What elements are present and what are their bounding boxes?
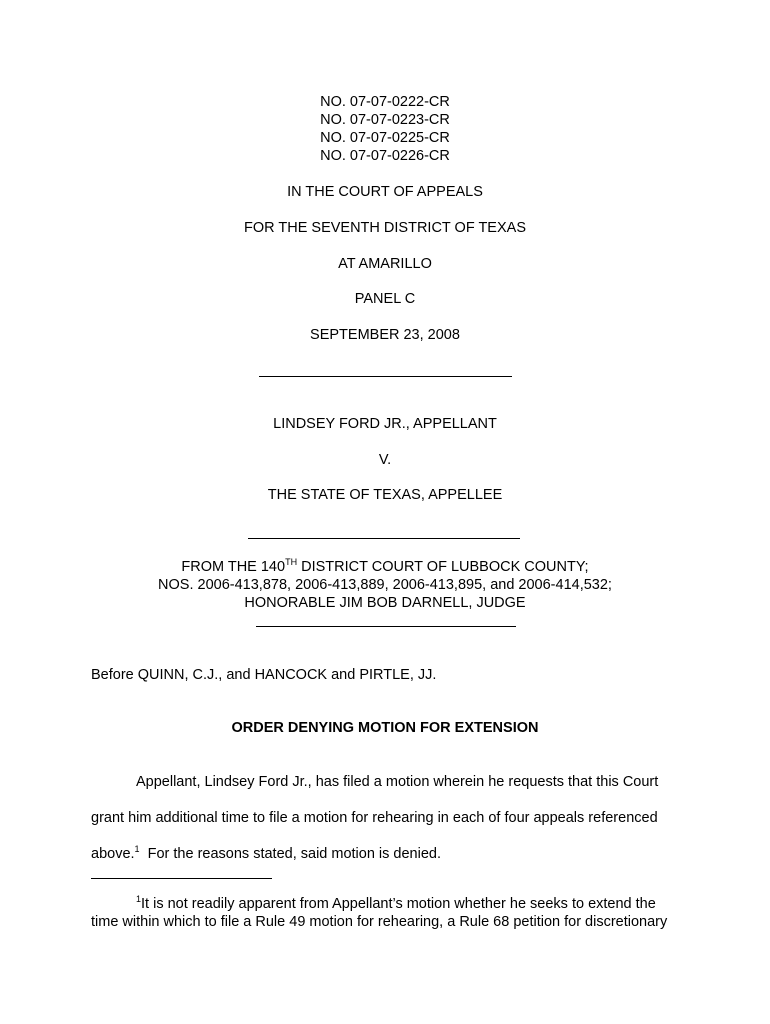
panel-judges: Before QUINN, C.J., and HANCOCK and PIRTLE, JJ.	[91, 667, 437, 683]
footnote-separator	[91, 878, 272, 879]
body-line-3	[91, 845, 691, 863]
body-line-3-prefix: above.	[91, 846, 135, 862]
trial-judge: HONORABLE JIM BOB DARNELL, JUDGE	[244, 595, 526, 611]
footnote-line-1	[136, 895, 736, 913]
appellee-name: THE STATE OF TEXAS, APPELLEE	[267, 487, 503, 503]
case-number-2: NO. 07-07-0223-CR	[320, 112, 450, 128]
appellant-name: LINDSEY FORD JR., APPELLANT	[273, 416, 497, 432]
divider-rule-1	[259, 376, 512, 377]
footnote-marker: 1	[136, 894, 142, 905]
footnote-reference: 1	[134, 844, 140, 855]
origin-court-line	[0, 558, 770, 576]
case-number-3: NO. 07-07-0225-CR	[320, 130, 450, 146]
footnote-text-1: It is not readily apparent from Appellant’s motion whether he seeks to extend the	[141, 896, 656, 912]
order-title: ORDER DENYING MOTION FOR EXTENSION	[231, 720, 539, 736]
court-name: IN THE COURT OF APPEALS	[287, 184, 483, 200]
origin-court-suffix: DISTRICT COURT OF LUBBOCK COUNTY;	[297, 559, 589, 575]
divider-rule-2	[248, 538, 520, 539]
decision-date: SEPTEMBER 23, 2008	[310, 327, 460, 343]
footnote-line-2: time within which to file a Rule 49 motion for rehearing, a Rule 68 petition for discretionary	[91, 914, 668, 930]
origin-court-prefix: FROM THE 140	[181, 559, 286, 575]
body-line-1: Appellant, Lindsey Ford Jr., has filed a motion wherein he requests that this Court	[136, 774, 659, 790]
body-line-2: grant him additional time to file a motion for rehearing in each of four appeals referenced	[91, 810, 658, 826]
ordinal-superscript: TH	[285, 557, 298, 568]
court-location: AT AMARILLO	[338, 256, 432, 272]
versus-label: V.	[378, 452, 392, 468]
divider-rule-3	[256, 626, 516, 627]
case-number-4: NO. 07-07-0226-CR	[320, 148, 450, 164]
court-district: FOR THE SEVENTH DISTRICT OF TEXAS	[244, 220, 526, 236]
court-panel: PANEL C	[354, 291, 416, 307]
trial-case-numbers: NOS. 2006-413,878, 2006-413,889, 2006-413,895, and 2006-414,532;	[158, 577, 612, 593]
body-line-3-suffix: For the reasons stated, said motion is denied.	[139, 846, 442, 862]
case-number-1: NO. 07-07-0222-CR	[320, 94, 450, 110]
